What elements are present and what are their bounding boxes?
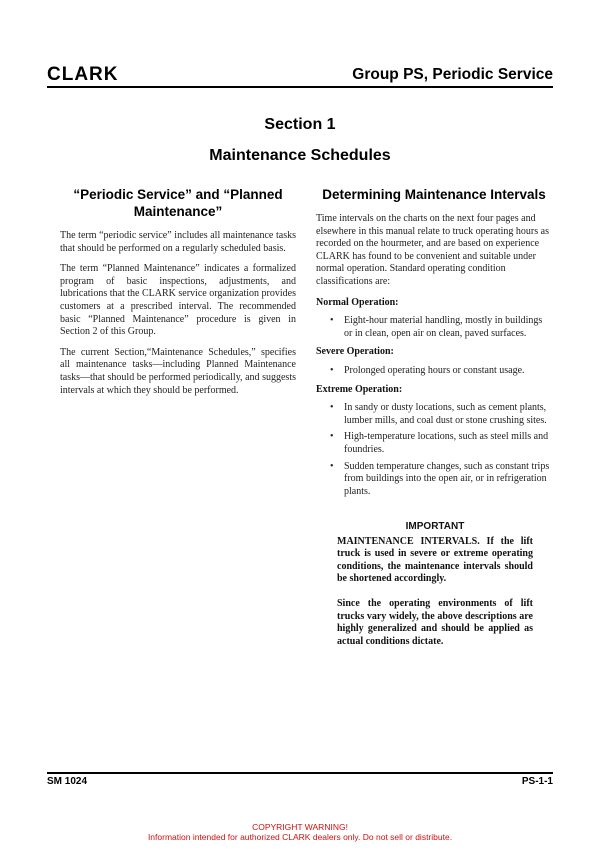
normal-operation-label: Normal Operation: — [316, 296, 399, 308]
severe-operation-list — [316, 365, 552, 378]
normal-operation-list — [316, 315, 552, 340]
list-item-text: Eight-hour material handling, mostly in buildings or in clean, open air on clean, paved surfaces. — [344, 315, 543, 339]
right-column — [316, 186, 552, 504]
extreme-operation-label: Extreme Operation: — [316, 383, 403, 395]
left-column-heading: “Periodic Service” and “Planned Maintenance” — [73, 187, 283, 219]
important-heading: IMPORTANT — [405, 521, 465, 532]
bullet-icon: • — [330, 402, 334, 414]
important-paragraph: Since the operating environments of lift trucks vary widely, the above descriptions are highly generalized and should be applied as actual conditions dictate. — [337, 597, 533, 647]
bullet-icon: • — [330, 431, 334, 443]
paragraph: The current Section,“Maintenance Schedules,” specifies all maintenance tasks—including Planned Maintenance tasks—that should be performed periodically, and suggests intervals at which they should be performed. — [60, 346, 296, 396]
important-paragraph: MAINTENANCE INTERVALS. If the lift truck is used in severe or extreme operating conditions, the maintenance intervals should be shortened accordingly. — [337, 535, 533, 585]
extreme-operation-list — [316, 402, 552, 498]
footer-rule — [47, 772, 553, 774]
clark-logo: CLARK — [47, 64, 119, 85]
list-item — [330, 431, 552, 456]
copyright-warning: COPYRIGHT WARNING! — [252, 822, 348, 832]
list-item-text: Prolonged operating hours or constant usage. — [344, 364, 525, 376]
list-item — [330, 461, 552, 499]
list-item — [330, 365, 552, 378]
intro-paragraph: Time intervals on the charts on the next four pages and elsewhere in this manual relate to truck operating hours as recorded on the hourmeter, and are based on experience CLARK has found to be convenient and suitable under normal operation. Standard operating condition classifications are: — [316, 213, 549, 287]
left-column — [60, 186, 296, 405]
bullet-icon: • — [330, 460, 334, 472]
copyright-notice: Information intended for authorized CLARK dealers only. Do not sell or distribute. — [147, 832, 453, 842]
page-number: PS-1-1 — [521, 776, 553, 787]
paragraph: The term “periodic service” includes all maintenance tasks that should be performed on a regularly scheduled basis. — [60, 230, 296, 254]
right-column-heading: Determining Maintenance Intervals — [322, 187, 546, 202]
group-title: Group PS, Periodic Service — [352, 66, 553, 83]
section-number: Section 1 — [264, 116, 336, 133]
list-item-text: In sandy or dusty locations, such as cement plants, lumber mills, and coal dust or stone crushing sites. — [344, 402, 547, 426]
list-item — [330, 315, 552, 340]
list-item-text: Sudden temperature changes, such as constant trips from buildings into the open air, or in refrigeration plants. — [344, 460, 550, 497]
list-item-text: High-temperature locations, such as steel mills and foundries. — [344, 431, 549, 455]
manual-number: SM 1024 — [47, 776, 88, 787]
section-title: Maintenance Schedules — [209, 147, 391, 164]
bullet-icon: • — [330, 315, 334, 327]
header-rule — [47, 86, 553, 88]
list-item — [330, 402, 552, 427]
important-notice — [337, 521, 533, 660]
paragraph: The term “Planned Maintenance” indicates a formalized program of basic inspections, adjustments, and lubrications that the CLARK service organization provides customers at a prescribed interval. The recommended basic “Planned Maintenance” procedure is given in Section 2 of this Group. — [60, 263, 296, 338]
bullet-icon: • — [330, 364, 334, 376]
severe-operation-label: Severe Operation: — [316, 346, 394, 358]
